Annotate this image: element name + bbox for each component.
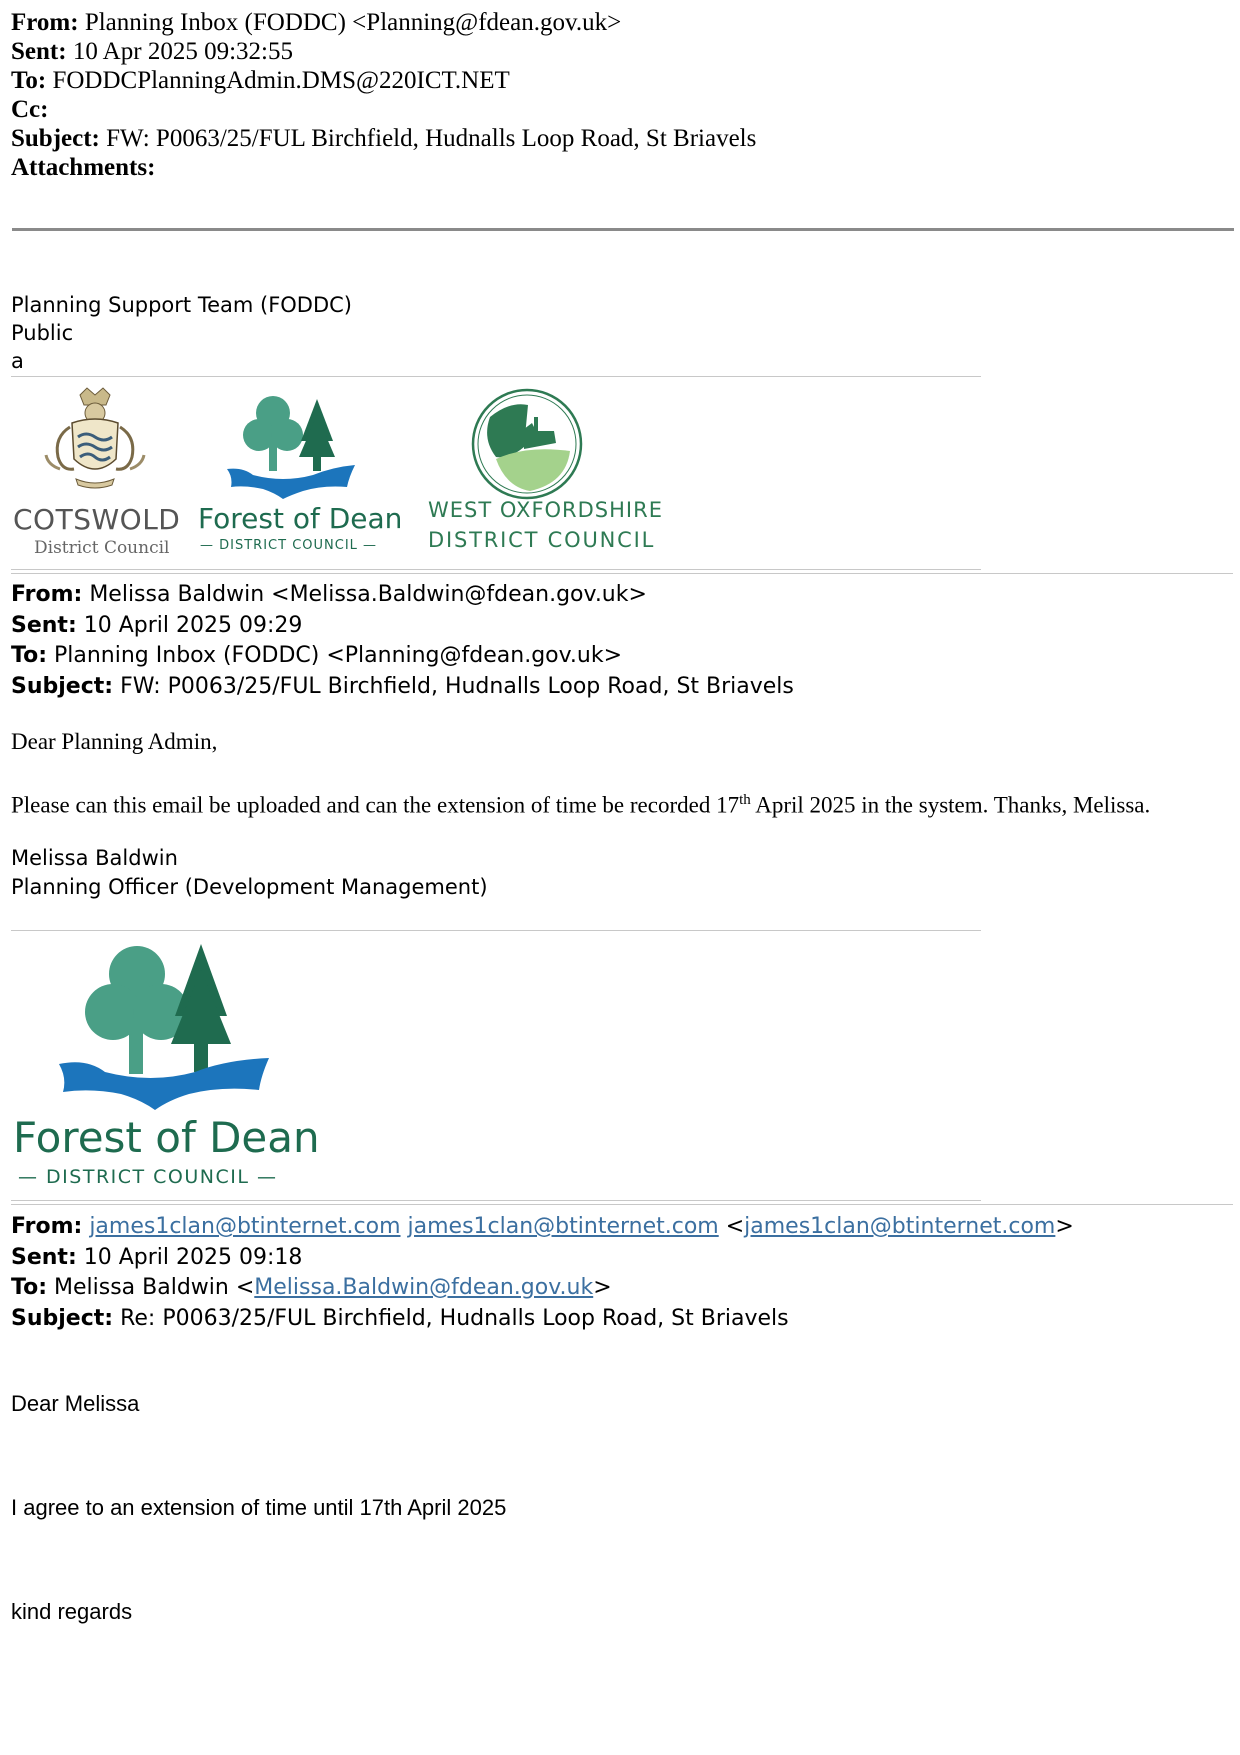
message2-body-after: April 2025 in the system. Thanks, Melissa. xyxy=(750,792,1151,818)
message2-to-value: Planning Inbox (FODDC) <Planning@fdean.gov.uk> xyxy=(54,643,623,668)
message3-greeting: Dear Melissa xyxy=(11,1391,140,1416)
message3-closing: kind regards xyxy=(11,1599,133,1624)
message3-subject-value: Re: P0063/25/FUL Birchfield, Hudnalls Loop Road, St Briavels xyxy=(120,1305,789,1331)
header-divider xyxy=(12,228,1234,231)
logo-row-top-divider xyxy=(11,376,981,377)
message2-from-label: From: xyxy=(11,582,83,607)
outer-to-label: To: xyxy=(11,67,47,94)
message3-subject-row xyxy=(11,1304,1074,1335)
fod-big-sub-text: DISTRICT COUNCIL xyxy=(46,1166,250,1188)
west-oxfordshire-sub: DISTRICT COUNCIL xyxy=(428,528,656,552)
message2-sent-row xyxy=(11,611,794,642)
message2-from-row xyxy=(11,580,794,611)
message2-top-divider xyxy=(11,573,1233,574)
message3-body: I agree to an extension of time until 17th April 2025 xyxy=(11,1495,507,1520)
big-logo-top-divider xyxy=(11,930,981,931)
outer-to-value: FODDCPlanningAdmin.DMS@220ICT.NET xyxy=(52,67,510,94)
message2-subject-row xyxy=(11,672,794,703)
fod-small-logo-icon xyxy=(223,391,363,501)
message3-header xyxy=(11,1212,1074,1334)
outer-sent-label: Sent: xyxy=(11,38,67,65)
message2-body-sup: th xyxy=(739,792,751,808)
message3-sent-value: 10 April 2025 09:18 xyxy=(83,1244,303,1270)
message3-to-row: To: Melissa Baldwin <Melissa.Baldwin@fdean.gov.uk> xyxy=(11,1275,612,1300)
message2-subject-value: FW: P0063/25/FUL Birchfield, Hudnalls Loop Road, St Briavels xyxy=(120,673,794,699)
fod-small-sub: — DISTRICT COUNCIL — xyxy=(200,538,378,553)
signature-classification: Public xyxy=(11,321,74,345)
outer-attachments-label: Attachments: xyxy=(11,154,156,181)
message2-sig-name: Melissa Baldwin xyxy=(11,846,178,870)
fod-small-sub-text: DISTRICT COUNCIL xyxy=(219,538,358,553)
message3-subject-label: Subject: xyxy=(11,1305,114,1331)
message3-to-email-link[interactable]: Melissa.Baldwin@fdean.gov.uk xyxy=(254,1275,594,1300)
message3-to-name: Melissa Baldwin xyxy=(54,1275,229,1300)
cotswold-name: COTSWOLD xyxy=(13,503,181,536)
fod-big-name: Forest of Dean xyxy=(13,1113,320,1162)
message2-sig-title: Planning Officer (Development Management) xyxy=(11,875,488,899)
message3-from-label: From: xyxy=(11,1214,83,1239)
outer-cc-label: Cc: xyxy=(11,96,49,123)
message2-to-row xyxy=(11,641,794,672)
message2-sent-label: Sent: xyxy=(11,612,77,638)
outer-from-row xyxy=(11,8,756,37)
message2-header xyxy=(11,580,794,702)
outer-attachments-row xyxy=(11,153,756,182)
message3-top-divider xyxy=(11,1204,1233,1205)
cotswold-sub: District Council xyxy=(34,538,170,558)
outer-from-value: Planning Inbox (FODDC) <Planning@fdean.gov.uk> xyxy=(84,9,622,36)
outer-sent-value: 10 Apr 2025 09:32:55 xyxy=(72,38,293,65)
message2-body xyxy=(11,786,1150,820)
message2-body-before: Please can this email be uploaded and can the extension of time be recorded 17 xyxy=(11,792,740,818)
outer-sent-row xyxy=(11,37,756,66)
outer-email-header xyxy=(11,8,756,182)
outer-cc-row xyxy=(11,95,756,124)
outer-subject-label: Subject: xyxy=(11,125,100,152)
outer-from-label: From: xyxy=(11,9,79,36)
message3-sent-row xyxy=(11,1243,1074,1274)
signature-extra: a xyxy=(11,349,24,373)
message3-from-email-link-3[interactable]: james1clan@btinternet.com xyxy=(744,1214,1056,1239)
message3-sent-label: Sent: xyxy=(11,1244,77,1270)
fod-big-logo-icon xyxy=(55,940,275,1112)
west-oxfordshire-name: WEST OXFORDSHIRE xyxy=(428,498,663,522)
outer-subject-value: FW: P0063/25/FUL Birchfield, Hudnalls Loop Road, St Briavels xyxy=(106,125,757,152)
fod-small-name: Forest of Dean xyxy=(198,502,403,535)
outer-subject-row xyxy=(11,124,756,153)
signature-team: Planning Support Team (FODDC) xyxy=(11,293,353,317)
message2-subject-label: Subject: xyxy=(11,673,114,699)
message2-greeting: Dear Planning Admin, xyxy=(11,729,218,754)
message3-from-row: From: james1clan@btinternet.com james1clan@btinternet.com <james1clan@btinternet.com> xyxy=(11,1214,1074,1239)
big-logo-bottom-divider xyxy=(11,1200,981,1201)
message2-to-label: To: xyxy=(11,643,47,668)
message3-to-label: To: xyxy=(11,1275,47,1300)
outer-to-row xyxy=(11,66,756,95)
message3-from-email-link[interactable]: james1clan@btinternet.com xyxy=(89,1214,401,1239)
logo-row-bottom-divider xyxy=(11,569,981,570)
west-oxfordshire-logo-icon xyxy=(470,387,584,501)
fod-big-sub: — DISTRICT COUNCIL — xyxy=(18,1166,278,1188)
cotswold-crest-icon xyxy=(40,385,150,493)
message3-from-email-link-2[interactable]: james1clan@btinternet.com xyxy=(407,1214,719,1239)
message2-sent-value: 10 April 2025 09:29 xyxy=(83,612,303,638)
message2-from-value: Melissa Baldwin <Melissa.Baldwin@fdean.gov.uk> xyxy=(89,582,647,607)
